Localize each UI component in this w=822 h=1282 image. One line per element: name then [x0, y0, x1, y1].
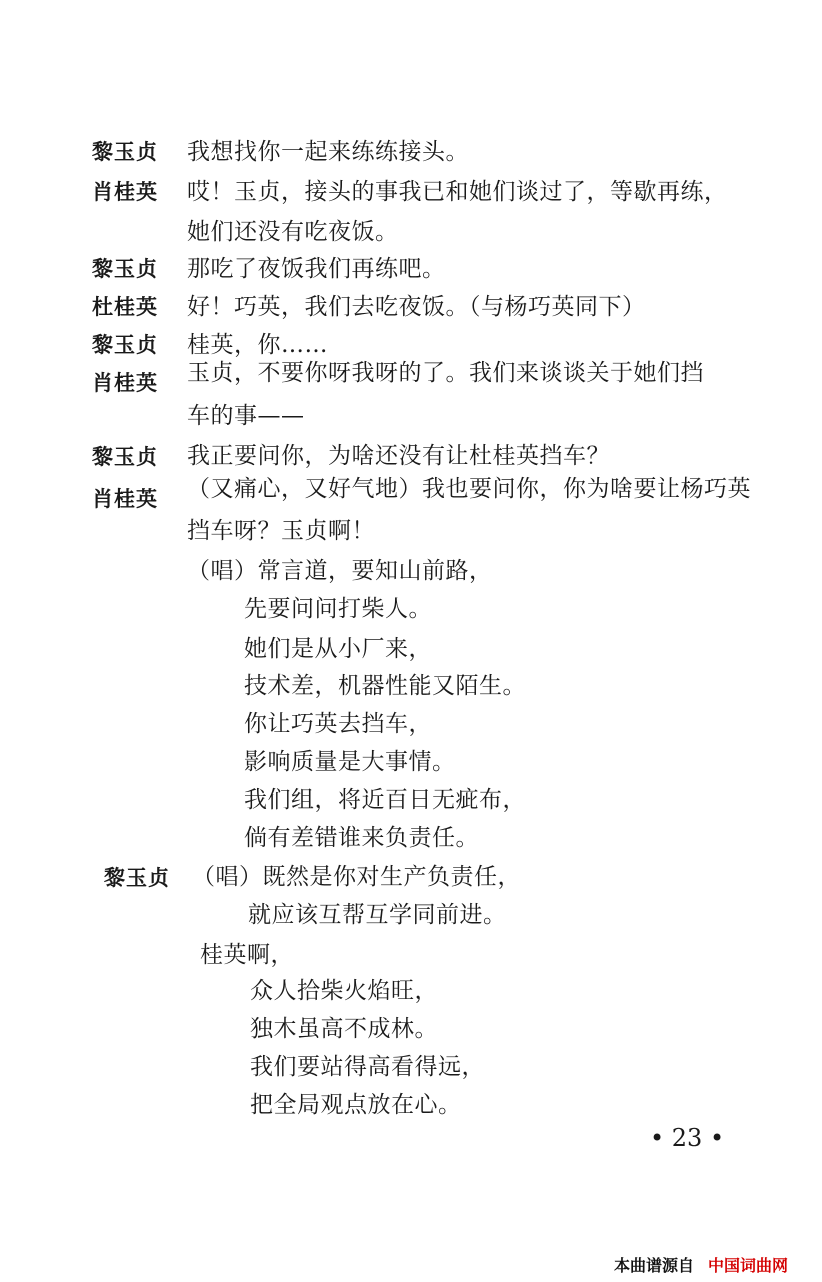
dialogue-line: 桂英，你…… — [187, 332, 328, 358]
speaker-li-yuzhen: 黎玉贞 — [104, 866, 170, 890]
dialogue-line: 那吃了夜饭我们再练吧。 — [187, 256, 446, 282]
footer-site-link[interactable]: 中国词曲网 — [708, 1256, 789, 1275]
song-line: 倘有差错谁来负责任。 — [244, 825, 479, 851]
dialogue-line: 我正要问你，为啥还没有让杜桂英挡车？ — [187, 443, 610, 469]
song-line: 先要问问打柴人。 — [244, 596, 432, 622]
speaker-li-yuzhen: 黎玉贞 — [92, 257, 158, 281]
song-line: （唱）常言道，要知山前路， — [187, 558, 493, 584]
speaker-li-yuzhen: 黎玉贞 — [92, 445, 158, 469]
speaker-li-yuzhen: 黎玉贞 — [92, 333, 158, 357]
song-line: 技术差，机器性能又陌生。 — [244, 673, 526, 699]
dialogue-line: 哎！玉贞，接头的事我已和她们谈过了，等歇再练， — [187, 179, 728, 205]
song-line: 我们要站得高看得远， — [250, 1054, 485, 1080]
song-line: （唱）既然是你对生产负责任， — [192, 864, 521, 890]
speaker-du-guiying: 杜桂英 — [92, 295, 158, 319]
dialogue-line: 挡车呀？玉贞啊！ — [187, 518, 375, 544]
source-footer — [614, 1253, 788, 1276]
page-number: • 23 • — [650, 1124, 725, 1152]
song-line: 你让巧英去挡车， — [244, 711, 432, 737]
song-line: 就应该互帮互学同前进。 — [248, 902, 507, 928]
song-line: 众人拾柴火焰旺， — [250, 978, 438, 1004]
speaker-xiao-guiying: 肖桂英 — [92, 180, 158, 204]
dialogue-line: 我想找你一起来练练接头。 — [187, 139, 469, 165]
speaker-xiao-guiying: 肖桂英 — [92, 487, 158, 511]
dialogue-line: （又痛心，又好气地）我也要问你，你为啥要让杨巧英 — [187, 476, 751, 502]
song-line: 我们组，将近百日无疵布， — [244, 787, 526, 813]
dialogue-line: 车的事—— — [187, 403, 305, 429]
song-line: 她们是从小厂来， — [244, 636, 432, 662]
song-line: 把全局观点放在心。 — [250, 1092, 462, 1118]
song-line: 桂英啊， — [200, 942, 294, 968]
dialogue-line: 她们还没有吃夜饭。 — [187, 219, 399, 245]
speaker-xiao-guiying: 肖桂英 — [92, 371, 158, 395]
song-line: 影响质量是大事情。 — [244, 749, 456, 775]
speaker-li-yuzhen: 黎玉贞 — [92, 140, 158, 164]
footer-source-label: 本曲谱源自 — [614, 1256, 695, 1275]
dialogue-line: 玉贞，不要你呀我呀的了。我们来谈谈关于她们挡 — [187, 360, 704, 386]
song-line: 独木虽高不成林。 — [250, 1016, 438, 1042]
dialogue-line: 好！巧英，我们去吃夜饭。（与杨巧英同下） — [187, 294, 646, 320]
